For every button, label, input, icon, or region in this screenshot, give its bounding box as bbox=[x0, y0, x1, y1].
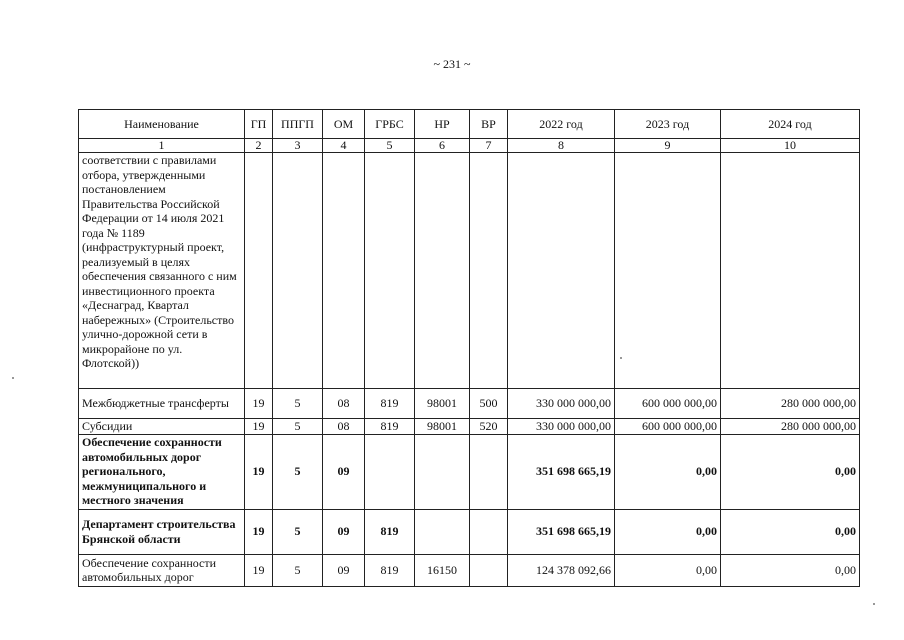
row-name: Субсидии bbox=[79, 419, 245, 435]
cell-2024: 0,00 bbox=[721, 554, 860, 586]
cell-gp: 19 bbox=[245, 434, 273, 509]
cell-2023 bbox=[615, 153, 721, 389]
header-row bbox=[79, 110, 860, 139]
scan-speck bbox=[620, 357, 622, 359]
scan-speck bbox=[873, 603, 875, 605]
cell-2023: 0,00 bbox=[615, 554, 721, 586]
cell-om: 09 bbox=[323, 509, 365, 554]
row-name: Департамент строительства Брянской области bbox=[79, 509, 245, 554]
column-number: 3 bbox=[273, 139, 323, 153]
cell-2023: 0,00 bbox=[615, 434, 721, 509]
cell-vr bbox=[470, 509, 508, 554]
cell-vr bbox=[470, 153, 508, 389]
cell-vr: 500 bbox=[470, 389, 508, 419]
cell-2024: 0,00 bbox=[721, 509, 860, 554]
cell-nr bbox=[415, 509, 470, 554]
table-row bbox=[79, 419, 860, 435]
cell-gp: 19 bbox=[245, 554, 273, 586]
header-2022: 2022 год bbox=[508, 110, 615, 139]
header-nr: НР bbox=[415, 110, 470, 139]
cell-2024: 280 000 000,00 bbox=[721, 389, 860, 419]
budget-table bbox=[78, 109, 860, 587]
header-vr: ВР bbox=[470, 110, 508, 139]
cell-2022: 351 698 665,19 bbox=[508, 434, 615, 509]
table-row bbox=[79, 153, 860, 389]
cell-ppgp bbox=[273, 153, 323, 389]
column-number: 10 bbox=[721, 139, 860, 153]
cell-2023: 600 000 000,00 bbox=[615, 419, 721, 435]
header-grbs: ГРБС bbox=[365, 110, 415, 139]
header-2023: 2023 год bbox=[615, 110, 721, 139]
cell-nr bbox=[415, 153, 470, 389]
column-number: 2 bbox=[245, 139, 273, 153]
column-number: 5 bbox=[365, 139, 415, 153]
page-number: ~ 231 ~ bbox=[433, 57, 471, 71]
cell-vr bbox=[470, 434, 508, 509]
cell-om: 09 bbox=[323, 554, 365, 586]
cell-om bbox=[323, 153, 365, 389]
cell-nr: 98001 bbox=[415, 419, 470, 435]
cell-ppgp: 5 bbox=[273, 389, 323, 419]
column-number: 8 bbox=[508, 139, 615, 153]
cell-nr bbox=[415, 434, 470, 509]
cell-gp bbox=[245, 153, 273, 389]
column-number: 9 bbox=[615, 139, 721, 153]
column-number: 6 bbox=[415, 139, 470, 153]
cell-gp: 19 bbox=[245, 509, 273, 554]
cell-2024: 280 000 000,00 bbox=[721, 419, 860, 435]
cell-grbs: 819 bbox=[365, 509, 415, 554]
cell-vr bbox=[470, 554, 508, 586]
header-ppgp: ППГП bbox=[273, 110, 323, 139]
cell-grbs bbox=[365, 434, 415, 509]
table-row bbox=[79, 554, 860, 586]
row-name: Обеспечение сохранности автомобильных дорог bbox=[79, 554, 245, 586]
cell-2024 bbox=[721, 153, 860, 389]
table-row bbox=[79, 434, 860, 509]
cell-gp: 19 bbox=[245, 389, 273, 419]
column-number-row bbox=[79, 139, 860, 153]
header-gp: ГП bbox=[245, 110, 273, 139]
cell-2023: 0,00 bbox=[615, 509, 721, 554]
scan-speck bbox=[12, 377, 14, 379]
header-2024: 2024 год bbox=[721, 110, 860, 139]
column-number: 1 bbox=[79, 139, 245, 153]
table-row bbox=[79, 389, 860, 419]
table-row bbox=[79, 509, 860, 554]
cell-nr: 16150 bbox=[415, 554, 470, 586]
cell-nr: 98001 bbox=[415, 389, 470, 419]
cell-grbs bbox=[365, 153, 415, 389]
cell-2022: 124 378 092,66 bbox=[508, 554, 615, 586]
cell-gp: 19 bbox=[245, 419, 273, 435]
cell-2022: 330 000 000,00 bbox=[508, 389, 615, 419]
cell-grbs: 819 bbox=[365, 419, 415, 435]
cell-2022 bbox=[508, 153, 615, 389]
cell-ppgp: 5 bbox=[273, 434, 323, 509]
column-number: 4 bbox=[323, 139, 365, 153]
cell-vr: 520 bbox=[470, 419, 508, 435]
row-name: Обеспечение сохранности автомобильных дорог регионального, межмуниципального и местного значения bbox=[79, 434, 245, 509]
cell-ppgp: 5 bbox=[273, 509, 323, 554]
row-name: соответствии с правилами отбора, утвержденными постановлением Правительства Российской Федерации от 14 июля 2021 года № 1189 (инфраструктурный проект, реализуемый в целях обеспечения связанного с ним инвестиционного проекта «Деснаград, Квартал набережных» (Строительство улично-дорожной сети в микрорайоне по ул. Флотской)) bbox=[79, 153, 245, 389]
header-name: Наименование bbox=[79, 110, 245, 139]
cell-ppgp: 5 bbox=[273, 554, 323, 586]
cell-om: 08 bbox=[323, 389, 365, 419]
cell-om: 08 bbox=[323, 419, 365, 435]
cell-2024: 0,00 bbox=[721, 434, 860, 509]
cell-grbs: 819 bbox=[365, 389, 415, 419]
cell-om: 09 bbox=[323, 434, 365, 509]
cell-2022: 351 698 665,19 bbox=[508, 509, 615, 554]
header-om: ОМ bbox=[323, 110, 365, 139]
cell-ppgp: 5 bbox=[273, 419, 323, 435]
column-number: 7 bbox=[470, 139, 508, 153]
cell-grbs: 819 bbox=[365, 554, 415, 586]
cell-2023: 600 000 000,00 bbox=[615, 389, 721, 419]
cell-2022: 330 000 000,00 bbox=[508, 419, 615, 435]
row-name: Межбюджетные трансферты bbox=[79, 389, 245, 419]
